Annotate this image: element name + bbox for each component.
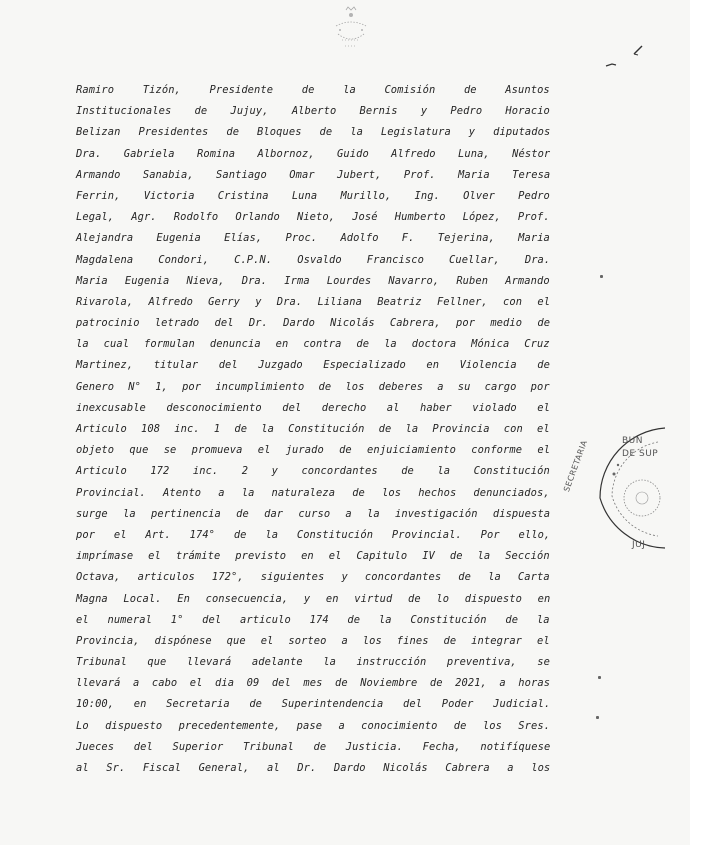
text-line: Dra. Gabriela Romina Albornoz, Guido Alfredo Luna, Néstor bbox=[76, 147, 551, 160]
text-line: Magna Local. En consecuencia, y en virtud de lo dispuesto en bbox=[76, 592, 551, 605]
text-line: Jueces del Superior Tribunal de Justicia. Fecha, notifíquese bbox=[76, 740, 551, 753]
text-line: 10:00, en Secretaria de Superintendencia del Poder Judicial. bbox=[76, 698, 551, 711]
right-margin bbox=[690, 0, 720, 845]
text-line: Magdalena Condori, C.P.N. Osvaldo Francisco Cuellar, Dra. bbox=[76, 253, 551, 266]
stamp-seal-icon bbox=[560, 420, 670, 570]
text-line: Ramiro Tizón, Presidente de la Comisión de Asuntos bbox=[76, 84, 550, 96]
text-line: Alejandra Eugenia Elías, Proc. Adolfo F. Tejerina, Maria bbox=[76, 232, 550, 245]
handwritten-mark-icon bbox=[604, 44, 650, 70]
text-line: inexcusable desconocimiento del derecho al haber violado el bbox=[76, 401, 550, 414]
text-line: Articulo 108 inc. 1 de la Constitución de la Provincia con el bbox=[76, 423, 550, 435]
text-line: surge la pertinencia de dar curso a la investigación dispuesta bbox=[76, 507, 551, 520]
margin-dot bbox=[598, 676, 601, 679]
margin-dot bbox=[600, 275, 603, 278]
text-line: por el Art. 174° de la Constitución Provincial. Por ello, bbox=[76, 528, 551, 541]
text-line: Armando Sanabia, Santiago Omar Jubert, Prof. Maria Teresa bbox=[76, 168, 551, 181]
text-line: Maria Eugenia Nieva, Dra. Irma Lourdes Navarro, Ruben Armando bbox=[76, 274, 550, 287]
stamp-text-arc: SECRETARIA bbox=[562, 438, 590, 494]
resolution-body-text bbox=[76, 80, 550, 779]
margin-dot bbox=[596, 716, 599, 719]
text-line: objeto que se promueva el jurado de enjuiciamiento conforme el bbox=[76, 444, 551, 457]
stamp-text-second: DE SUP bbox=[622, 449, 659, 459]
text-line: Genero N° 1, por incumplimiento de los deberes a su cargo por bbox=[76, 380, 550, 393]
text-line: Rivarola, Alfredo Gerry y Dra. Liliana Beatriz Fellner, con el bbox=[76, 295, 551, 308]
text-line: Articulo 172 inc. 2 y concordantes de la Constitución bbox=[76, 465, 550, 478]
text-line: Institucionales de Jujuy, Alberto Bernis y Pedro Horacio bbox=[76, 105, 550, 118]
text-line: Ferrin, Victoria Cristina Luna Murillo, Ing. Olver Pedro bbox=[76, 189, 550, 202]
text-line: imprímase el trámite previsto en el Capitulo IV de la Sección bbox=[76, 550, 550, 563]
seal-emblem-icon bbox=[328, 4, 374, 52]
stamp-text-bottom: JUJ bbox=[632, 540, 646, 550]
text-line: al Sr. Fiscal General, al Dr. Dardo Nicolás Cabrera a los bbox=[76, 762, 551, 774]
text-line: Belizan Presidentes de Bloques de la Legislatura y diputados bbox=[76, 126, 551, 139]
text-line: la cual formulan denuncia en contra de la doctora Mónica Cruz bbox=[76, 338, 550, 351]
text-line: Legal, Agr. Rodolfo Orlando Nieto, José Humberto López, Prof. bbox=[76, 211, 550, 224]
text-line: llevará a cabo el dia 09 del mes de Noviembre de 2021, a horas bbox=[76, 677, 551, 690]
text-line: Tribunal que llevará adelante la instrucción preventiva, se bbox=[76, 656, 550, 669]
text-line: el numeral 1° del articulo 174 de la Constitución de la bbox=[76, 613, 550, 626]
text-line: Martinez, titular del Juzgado Especializado en Violencia de bbox=[76, 359, 550, 372]
text-line: patrocinio letrado del Dr. Dardo Nicolás Cabrera, por medio de bbox=[76, 317, 551, 330]
stamp-text-top: BUN bbox=[622, 436, 643, 446]
text-line: Provincial. Atento a la naturaleza de los hechos denunciados, bbox=[76, 486, 550, 499]
text-line: Lo dispuesto precedentemente, pase a conocimiento de los Sres. bbox=[76, 719, 551, 732]
text-line: Octava, articulos 172°, siguientes y concordantes de la Carta bbox=[76, 571, 550, 584]
court-stamp bbox=[560, 420, 670, 570]
text-line: Provincia, dispónese que el sorteo a los fines de integrar el bbox=[76, 634, 550, 647]
